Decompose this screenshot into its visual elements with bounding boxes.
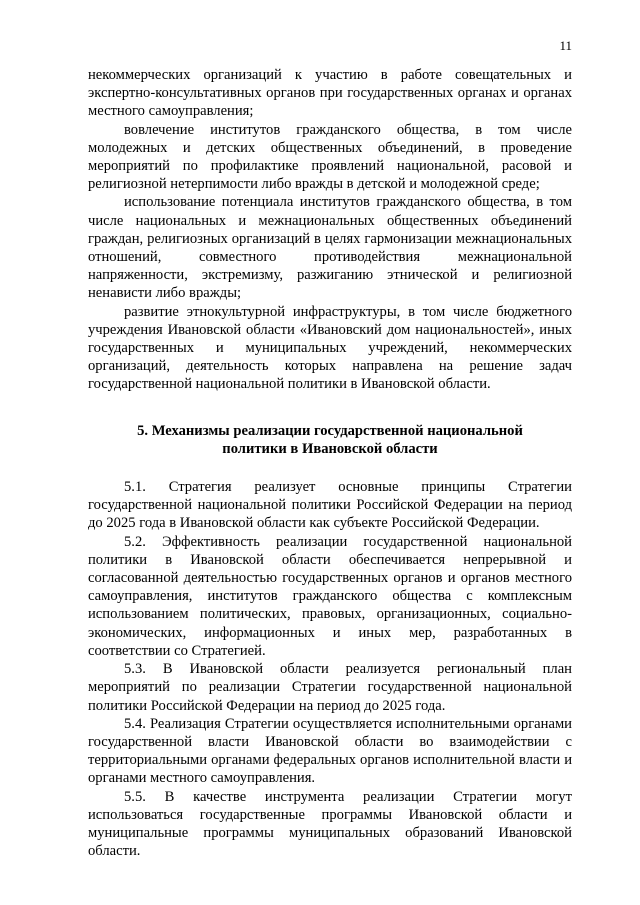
page-number: 11 [559, 38, 572, 53]
clause-5-3 [88, 660, 572, 715]
clause-number: 5.2. [124, 533, 146, 550]
clause-number: 5.4. [124, 715, 146, 732]
clause-text: Реализация Стратегии осуществляется исполнительными органами государственной власти Ивановской области во взаимодействии с территориальными органами федеральных органов исполнительной власти и органами местного самоуправления. [88, 715, 572, 787]
intro-paragraph-1: некоммерческих организаций к участию в работе совещательных и экспертно-консультативных органов при государственных органах и органах местного самоуправления; [88, 67, 572, 120]
clause-number: 5.3. [124, 661, 146, 678]
clause-number: 5.5. [124, 788, 146, 805]
intro-paragraph-4: развитие этнокультурной инфраструктуры, в том числе бюджетного учреждения Ивановской области «Ивановский дом национальностей», иных государственных и муниципальных учреждений, некоммерческих организаций, деятельность которых направлена на решение задач государственной национальной политики в Ивановской области. [88, 303, 572, 393]
clause-text: В Ивановской области реализуется региональный план мероприятий по реализации Стратегии государственной национальной политики Российской Федерации на период до 2025 года. [88, 661, 572, 714]
clause-number: 5.1. [124, 479, 146, 496]
document-body [88, 66, 572, 860]
clause-text: Эффективность реализации государственной национальной политики в Ивановской области обеспечивается непрерывной и согласованной деятельностью государственных органов и органов местного самоуправления, институтов гражданского общества с комплексным использованием политических, правовых, организационных, социально-экономических, информационных и иных мер, разработанных в соответствии со Стратегией. [88, 533, 572, 659]
clause-text: Стратегия реализует основные принципы Стратегии государственной национальной политики Российской Федерации на период до 2025 года в Ивановской области как субъекте Российской Федерации. [88, 479, 572, 532]
clause-5-2 [88, 533, 572, 660]
clause-5-1 [88, 478, 572, 533]
section-heading [88, 422, 572, 458]
section-heading-line-2: политики в Ивановской области [222, 440, 438, 457]
intro-paragraph-2: вовлечение институтов гражданского общества, в том числе молодежных и детских общественных объединений, в проведение мероприятий по профилактике проявлений национальной, расовой и религиозной нетерпимости либо вражды в детской и молодежной среде; [88, 121, 572, 193]
intro-paragraph-3: использование потенциала институтов гражданского общества, в том числе национальных и межнациональных общественных объединений граждан, религиозных организаций в целях гармонизации межнациональных отношений, совместного противодействия межнациональной напряженности, экстремизму, разжиганию этнической и религиозной ненависти либо вражды; [88, 194, 572, 302]
clause-5-4 [88, 715, 572, 788]
clause-5-5 [88, 788, 572, 861]
clause-text: В качестве инструмента реализации Стратегии могут использоваться государственные программы Ивановской области и муниципальные программы муниципальных образований Ивановской области. [88, 788, 572, 860]
section-heading-line-1: 5. Механизмы реализации государственной национальной [137, 422, 523, 439]
